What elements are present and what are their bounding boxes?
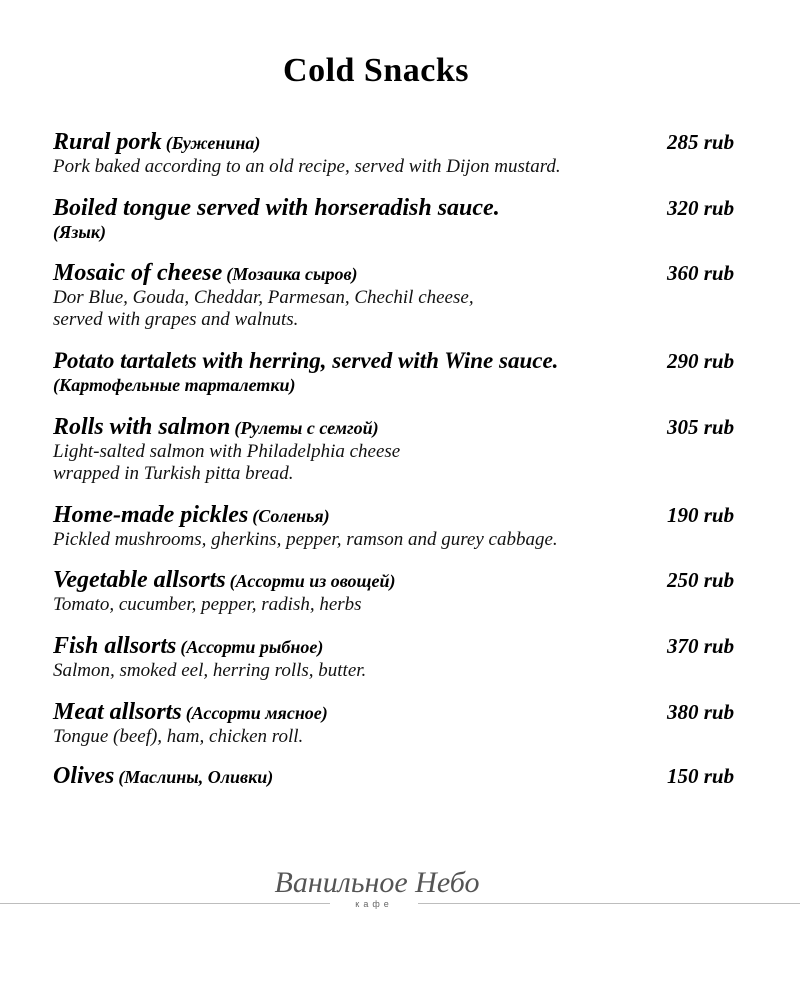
cafe-logo: Ванильное Небо — [242, 866, 512, 900]
menu-item-header — [53, 413, 753, 441]
item-name-ru: (Ассорти рыбное) — [180, 637, 324, 657]
item-description: served with grapes and walnuts. — [53, 309, 299, 330]
item-name-ru: (Ассорти из овощей) — [229, 571, 396, 591]
menu-item-header — [53, 762, 753, 790]
page-title: Cold Snacks — [283, 52, 469, 89]
item-price: 285 rub — [667, 130, 735, 154]
item-price: 360 rub — [667, 261, 735, 285]
item-name-ru: (Язык) — [53, 222, 107, 242]
menu-item-meat-allsorts — [53, 698, 753, 748]
item-name: Rolls with salmon — [53, 414, 231, 440]
item-name: Mosaic of cheese — [53, 260, 223, 286]
item-name-ru: (Соленья) — [252, 506, 330, 526]
item-price: 250 rub — [667, 568, 735, 592]
item-description: Pickled mushrooms, gherkins, pepper, ramson and gurey cabbage. — [53, 529, 558, 550]
item-name: Olives — [53, 763, 115, 789]
menu-item-header — [53, 347, 753, 375]
item-name-ru: (Буженина) — [165, 133, 261, 153]
item-price: 290 rub — [667, 349, 735, 373]
menu-item-header — [53, 259, 753, 287]
menu-item-vegetable-allsorts — [53, 566, 753, 616]
item-description: Tomato, cucumber, pepper, radish, herbs — [53, 594, 362, 615]
item-name-ru: (Рулеты с семгой) — [234, 418, 379, 438]
item-description: Light-salted salmon with Philadelphia cheese — [53, 441, 401, 462]
menu-item-potato-tartalets — [53, 347, 753, 395]
item-price: 380 rub — [667, 700, 735, 724]
menu-item-mosaic-of-cheese — [53, 259, 753, 331]
item-description: Salmon, smoked eel, herring rolls, butter. — [53, 660, 367, 681]
menu-item-header — [53, 128, 753, 156]
item-name: Fish allsorts — [53, 633, 177, 659]
item-price: 320 rub — [667, 196, 735, 220]
menu-item-home-made-pickles — [53, 501, 753, 551]
menu-item-header — [53, 698, 753, 726]
menu-item-header — [53, 501, 753, 529]
cafe-logo-subtitle: кафе — [330, 899, 418, 909]
item-name: Rural pork — [53, 129, 162, 155]
item-name: Vegetable allsorts — [53, 567, 226, 593]
menu-item-olives — [53, 762, 753, 790]
menu-item-fish-allsorts — [53, 632, 753, 682]
item-price: 370 rub — [667, 634, 735, 658]
item-name: Meat allsorts — [53, 699, 182, 725]
item-name-ru: (Картофельные тарталетки) — [53, 375, 296, 395]
menu-item-header — [53, 632, 753, 660]
menu-item-rural-pork — [53, 128, 753, 178]
item-name: Home-made pickles — [53, 502, 249, 528]
item-description: wrapped in Turkish pitta bread. — [53, 463, 294, 484]
item-name: Boiled tongue served with horseradish sauce. — [53, 195, 500, 221]
item-price: 190 rub — [667, 503, 735, 527]
footer — [0, 866, 800, 916]
item-price: 305 rub — [667, 415, 735, 439]
item-description: Pork baked according to an old recipe, served with Dijon mustard. — [53, 156, 561, 177]
item-name-ru: (Маслины, Оливки) — [118, 767, 274, 787]
menu-item-boiled-tongue — [53, 194, 753, 242]
menu-item-header — [53, 566, 753, 594]
item-name-ru: (Мозаика сыров) — [226, 264, 358, 284]
item-name: Potato tartalets with herring, served with Wine sauce. — [53, 348, 559, 373]
menu-item-rolls-with-salmon — [53, 413, 753, 485]
item-description: Tongue (beef), ham, chicken roll. — [53, 726, 304, 747]
item-description: Dor Blue, Gouda, Cheddar, Parmesan, Chechil cheese, — [53, 287, 474, 308]
item-price: 150 rub — [667, 764, 735, 788]
menu-item-header — [53, 194, 753, 222]
item-name-ru: (Ассорти мясное) — [185, 703, 328, 723]
